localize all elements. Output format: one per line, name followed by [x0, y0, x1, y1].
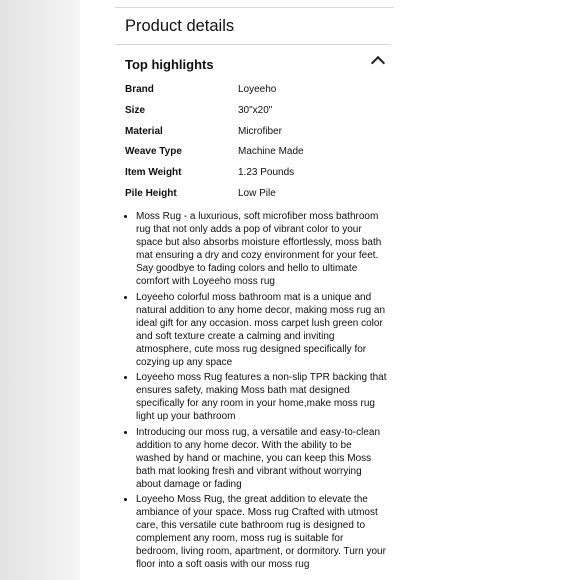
list-item: • Moss Rug - a luxurious, soft microfiber moss bathroom rug that not only adds a pop of vibrant color to your space but also absorbs moisture effortlessly, moss bath mat ensuring a dry and cozy environment for your feet. Say goodbye to fading colors and hello to ultimate comfort with Loyeeho moss rug: [136, 210, 387, 288]
list-item: • Introducing our moss rug, a versatile and easy-to-clean addition to any home decor. With the ability to be washed by hand or machine, you can keep this Moss bath mat looking fresh and vibrant without worrying about damage or fading: [136, 426, 387, 491]
spec-key: Pile Height: [125, 187, 177, 199]
spec-row: [125, 187, 385, 208]
spec-row: [125, 83, 385, 104]
spec-value: Low Pile: [238, 187, 276, 199]
spec-key: Item Weight: [125, 167, 182, 179]
spec-key: Weave Type: [125, 146, 182, 158]
product-details-heading: Product details: [125, 17, 235, 35]
spec-key: Size: [125, 104, 146, 116]
list-item: • Loyeeho colorful moss bathroom mat is a unique and natural addition to any home decor, making moss rug an ideal gift for any occasion. moss carpet lush green color and soft texture create a calming and inviting atmosphere, cute moss rug designed specifically for cozying up any space: [136, 291, 387, 369]
spec-row: [125, 125, 385, 146]
spec-key: Material: [125, 125, 163, 137]
spec-row: [125, 145, 385, 166]
spec-value: 1.23 Pounds: [238, 167, 295, 179]
spec-value: Microfiber: [238, 125, 282, 137]
spec-key: Brand: [125, 84, 154, 95]
divider: [115, 7, 394, 8]
spec-value: Machine Made: [238, 146, 304, 158]
spec-value: Loyeeho: [238, 84, 277, 95]
specs-table: [125, 83, 385, 208]
spec-row: [125, 104, 385, 125]
spec-row: [125, 166, 385, 187]
spec-value: 30"x20": [238, 104, 273, 116]
chevron-up-icon[interactable]: [371, 56, 385, 70]
list-item: • Loyeeho moss Rug features a non-slip TPR backing that ensures safety, making Moss bath mat designed specifically for any room in your home,make moss rug light up your bathroom: [136, 371, 387, 423]
highlights-list: [115, 210, 387, 574]
left-background: [0, 0, 80, 580]
divider: [115, 44, 391, 45]
product-details-panel: [115, 0, 394, 580]
top-highlights-heading[interactable]: Top highlights: [125, 57, 214, 72]
list-item: • Loyeeho Moss Rug, the great addition to elevate the ambiance of your space. Moss rug Crafted with utmost care, this versatile cute bathroom rug is designed to complement any room, moss rug is suitable for bedroom, living room, apartment, or dormitory. Turn your floor into a soft oasis with our moss rug: [136, 493, 387, 571]
